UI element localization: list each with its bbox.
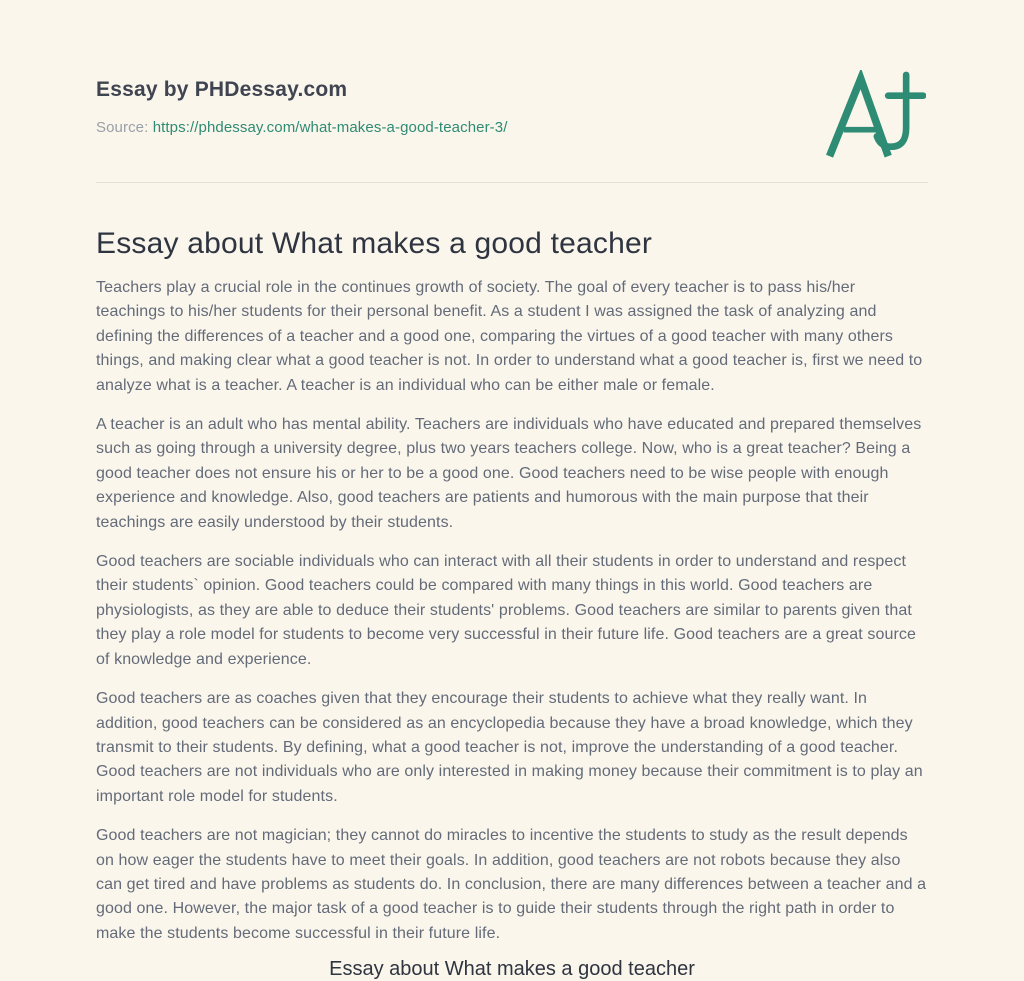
a-plus-logo-icon (822, 70, 926, 162)
essay-title: Essay about What makes a good teacher (96, 227, 653, 260)
essay-paragraph: Good teachers are sociable individuals who can interact with all their students in order to understand and respect their students` opinion. Good teachers could be compared with many things in this world. Good teachers are physiologists, as they are able to deduce their students' problems. Good teachers are similar to parents given that they play a role model for students to become very successful in their future life. Good teachers are a great source of knowledge and experience. (96, 553, 917, 668)
essay-body (96, 276, 928, 946)
source-label: Source: (96, 119, 149, 136)
header-divider (96, 182, 928, 183)
source-row (96, 119, 928, 136)
essay-paragraph: Good teachers are as coaches given that they encourage their students to achieve what they really want. In addition, good teachers can be considered as an encyclopedia because they have a broad knowledge, which they transmit to their students. By defining, what a good teacher is not, improve the understanding of a good teacher. Good teachers are not individuals who are only interested in making money because their commitment is to play an important role model for students. (96, 690, 923, 805)
brand-title: Essay by PHDessay.com (96, 78, 348, 101)
essay-paragraph: A teacher is an adult who has mental ability. Teachers are individuals who have educated and prepared themselves such as going through a university degree, plus two years teachers college. Now, who is a great teacher? Being a good teacher does not ensure his or her to be a good one. Good teachers need to be wise people with enough experience and knowledge. Also, good teachers are patients and humorous with the main purpose that their teachings are easily understood by their students. (96, 416, 922, 531)
essay-paragraph: Good teachers are not magician; they cannot do miracles to incentive the students to study as the result depends on how eager the students have to meet their goals. In addition, good teachers are not robots because they also can get tired and have problems as students do. In conclusion, there are many differences between a teacher and a good one. However, the major task of a good teacher is to guide their students through the right path in order to make the students become successful in their future life. (96, 827, 927, 942)
footer-repeat-title: Essay about What makes a good teacher (329, 958, 695, 980)
essay-container (96, 0, 928, 946)
source-link[interactable]: https://phdessay.com/what-makes-a-good-teacher-3/ (152, 119, 508, 136)
essay-paragraph: Teachers play a crucial role in the continues growth of society. The goal of every teacher is to pass his/her teachings to his/her students for their personal benefit. As a student I was assigned the task of analyzing and defining the differences of a teacher and a good one, comparing the virtues of a good teacher with many others things, and making clear what a good teacher is not. In order to understand what a good teacher is, first we need to analyze what is a teacher. A teacher is an individual who can be either male or female. (96, 279, 923, 394)
